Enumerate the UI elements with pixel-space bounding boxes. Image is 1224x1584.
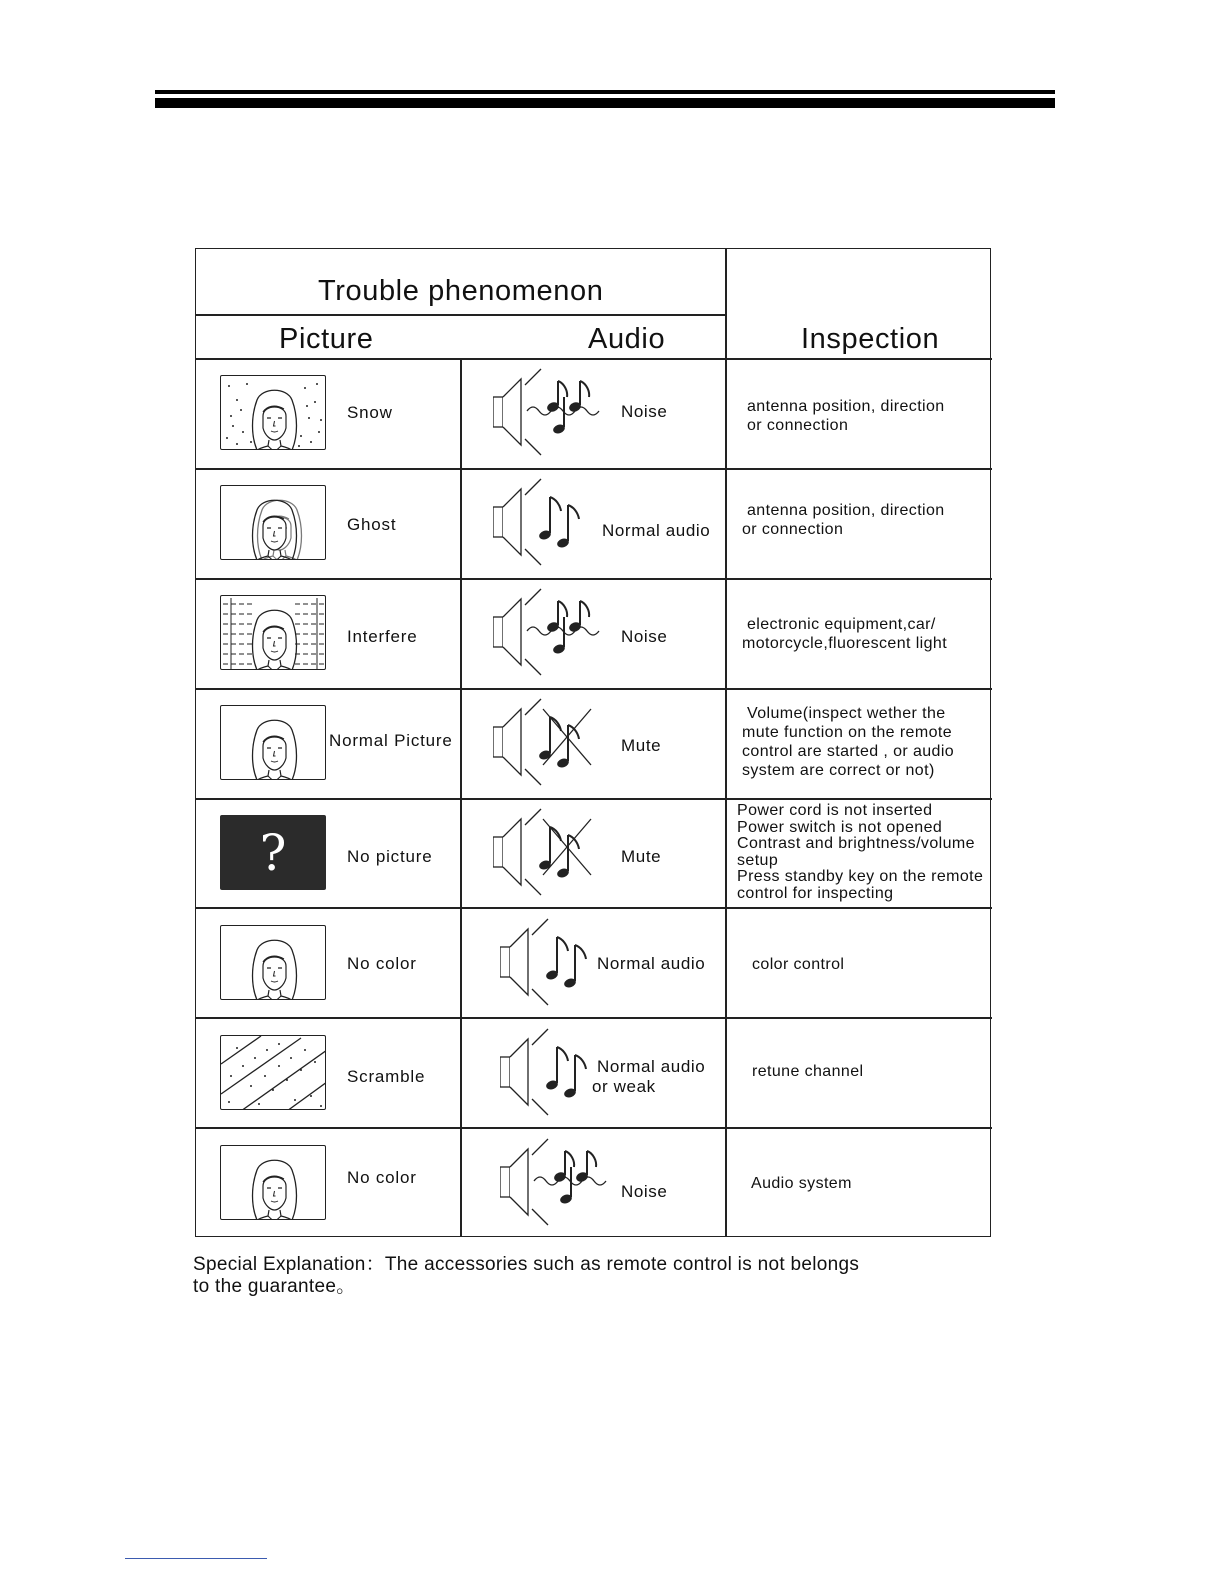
audio-label: Noise [621, 627, 668, 646]
scramble-tv-icon [220, 1035, 326, 1110]
table-row [196, 359, 992, 469]
table-row [196, 799, 992, 909]
noise-speaker-icon [493, 587, 603, 679]
audio-label: Mute [621, 847, 662, 866]
interfere-tv-icon [220, 595, 326, 670]
header-inspection: Inspection [801, 323, 940, 355]
table-row [196, 469, 992, 579]
normal-audio-speaker-icon [500, 917, 610, 1009]
normal-tv-icon [220, 705, 326, 780]
mute-speaker-icon [493, 807, 603, 899]
picture-label: Snow [347, 403, 393, 422]
inspection-text: antenna position, direction or connection [742, 502, 945, 538]
inspection-text: antenna position, direction or connection [747, 398, 945, 434]
mute-speaker-icon [493, 697, 603, 789]
header-picture: Picture [279, 323, 374, 355]
inspection-text: Power cord is not inserted Power switch is not opened Contrast and brightness/volume setup Press standby key on the remote control for inspecting [737, 802, 984, 902]
inspection-text: electronic equipment,car/ motorcycle,fluorescent light [742, 616, 948, 652]
table-row [196, 689, 992, 799]
table-row [196, 909, 992, 1019]
bottom-rule [125, 1558, 267, 1559]
no-picture-tv-icon [220, 815, 326, 890]
question-mark-icon: ? [259, 823, 287, 882]
header-trouble-phenomenon: Trouble phenomenon [318, 275, 604, 307]
normal-tv-icon [220, 925, 326, 1000]
picture-label: No picture [347, 847, 433, 866]
inspection-text: Volume(inspect wether the mute function on the remote control are started , or audio system are correct or not) [742, 705, 955, 779]
snow-tv-icon [220, 375, 326, 450]
inspection-text: retune channel [752, 1063, 864, 1080]
audio-label: Normal audio [602, 521, 711, 540]
normal-tv-icon [220, 1145, 326, 1220]
noise-speaker-icon [493, 367, 603, 459]
inspection-text: color control [752, 956, 845, 973]
audio-label: Normal audio [597, 954, 706, 973]
ghost-tv-icon [220, 485, 326, 560]
header-rule-thin [155, 90, 1055, 94]
picture-label: Interfere [347, 627, 418, 646]
special-explanation: Special Explanation：The accessories such as remote control is not belongs to the guarantee。 [193, 1254, 860, 1297]
picture-label: Ghost [347, 515, 397, 534]
header-rule-thick [155, 98, 1055, 108]
trouble-table [195, 248, 991, 1237]
header-audio: Audio [588, 323, 666, 355]
audio-label: Mute [621, 736, 662, 755]
picture-label: No color [347, 954, 417, 973]
picture-label: Normal Picture [329, 731, 453, 750]
picture-label: No color [347, 1168, 417, 1187]
picture-label: Scramble [347, 1067, 426, 1086]
audio-label: Noise [621, 402, 668, 421]
inspection-text: Audio system [751, 1175, 852, 1192]
table-rule [196, 314, 726, 316]
table-row [196, 579, 992, 689]
normal-audio-speaker-icon [493, 477, 603, 569]
audio-label: Noise [621, 1182, 668, 1201]
table-row [196, 1019, 992, 1129]
audio-label: Normal audio or weak [592, 1057, 706, 1096]
noise-speaker-icon [500, 1137, 610, 1229]
table-row [196, 1129, 992, 1239]
